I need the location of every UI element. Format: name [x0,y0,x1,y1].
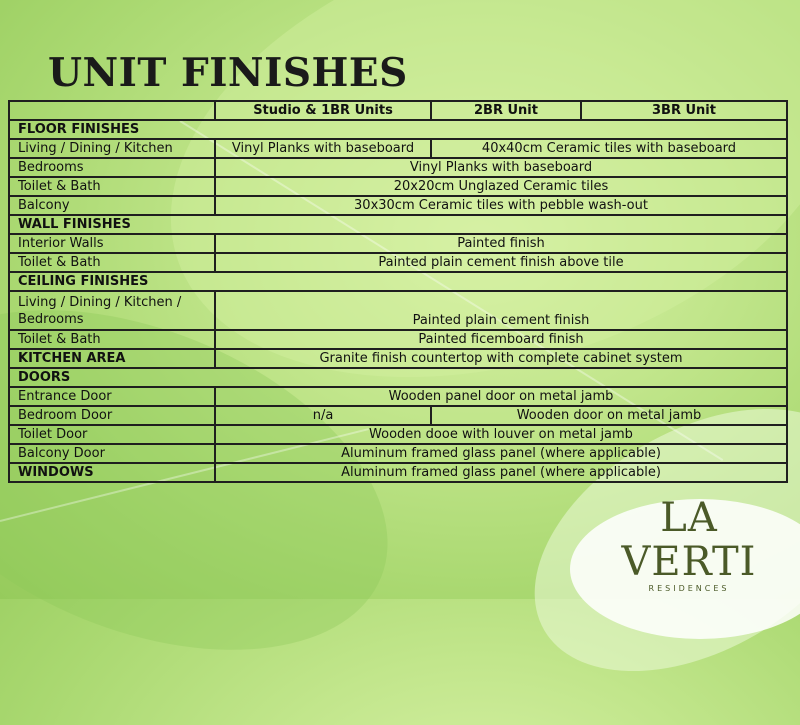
row-label: Bedroom Door [9,406,215,425]
row-value: Painted ficemboard finish [215,330,787,349]
table-row [9,196,787,215]
row-value: Granite finish countertop with complete cabinet system [215,349,787,368]
row-label: Balcony Door [9,444,215,463]
table-header-row [9,101,787,120]
row-value: Painted plain cement finish [215,291,787,330]
row-label-line: Bedrooms [18,311,84,327]
row-value: n/a [215,406,431,425]
section-row [9,272,787,291]
section-heading: KITCHEN AREA [9,349,215,368]
row-value: 40x40cm Ceramic tiles with baseboard [431,139,787,158]
header-cell-3br: 3BR Unit [581,101,787,120]
row-label: Balcony [9,196,215,215]
row-value: 20x20cm Unglazed Ceramic tiles [215,177,787,196]
row-label: Interior Walls [9,234,215,253]
row-value: Wooden panel door on metal jamb [215,387,787,406]
finishes-table [8,100,788,483]
row-label-line: Living / Dining / Kitchen / [18,294,182,310]
table-row [9,463,787,482]
table-row [9,291,787,330]
row-value: Painted finish [215,234,787,253]
row-label [9,291,215,330]
section-heading: CEILING FINISHES [9,272,787,291]
row-value: Wooden door on metal jamb [431,406,787,425]
section-row [9,120,787,139]
row-value: 30x30cm Ceramic tiles with pebble wash-out [215,196,787,215]
table-row [9,406,787,425]
row-label: Bedrooms [9,158,215,177]
header-cell [9,101,215,120]
row-label: Entrance Door [9,387,215,406]
row-label: Toilet & Bath [9,330,215,349]
section-heading: FLOOR FINISHES [9,120,787,139]
section-row [9,368,787,387]
table-row [9,425,787,444]
table-row [9,139,787,158]
brand-logo [604,496,774,593]
table-row [9,234,787,253]
page-title: UNIT FINISHES [48,50,408,96]
table-row [9,330,787,349]
table-row [9,177,787,196]
row-label: Toilet & Bath [9,253,215,272]
section-heading: WINDOWS [9,463,215,482]
row-value: Painted plain cement finish above tile [215,253,787,272]
row-value: Vinyl Planks with baseboard [215,139,431,158]
row-label: Living / Dining / Kitchen [9,139,215,158]
row-label: Toilet Door [9,425,215,444]
row-value: Wooden dooe with louver on metal jamb [215,425,787,444]
logo-wordmark: LA VERTI [621,495,757,585]
table-row [9,444,787,463]
table-row [9,158,787,177]
section-heading: DOORS [9,368,787,387]
section-row [9,215,787,234]
table-row [9,387,787,406]
table-row [9,349,787,368]
row-label: Toilet & Bath [9,177,215,196]
logo-subtitle: RESIDENCES [648,584,730,593]
row-value: Aluminum framed glass panel (where applicable) [215,444,787,463]
row-value: Vinyl Planks with baseboard [215,158,787,177]
section-heading: WALL FINISHES [9,215,787,234]
row-value: Aluminum framed glass panel (where applicable) [215,463,787,482]
header-cell-studio: Studio & 1BR Units [215,101,431,120]
table-row [9,253,787,272]
header-cell-2br: 2BR Unit [431,101,581,120]
